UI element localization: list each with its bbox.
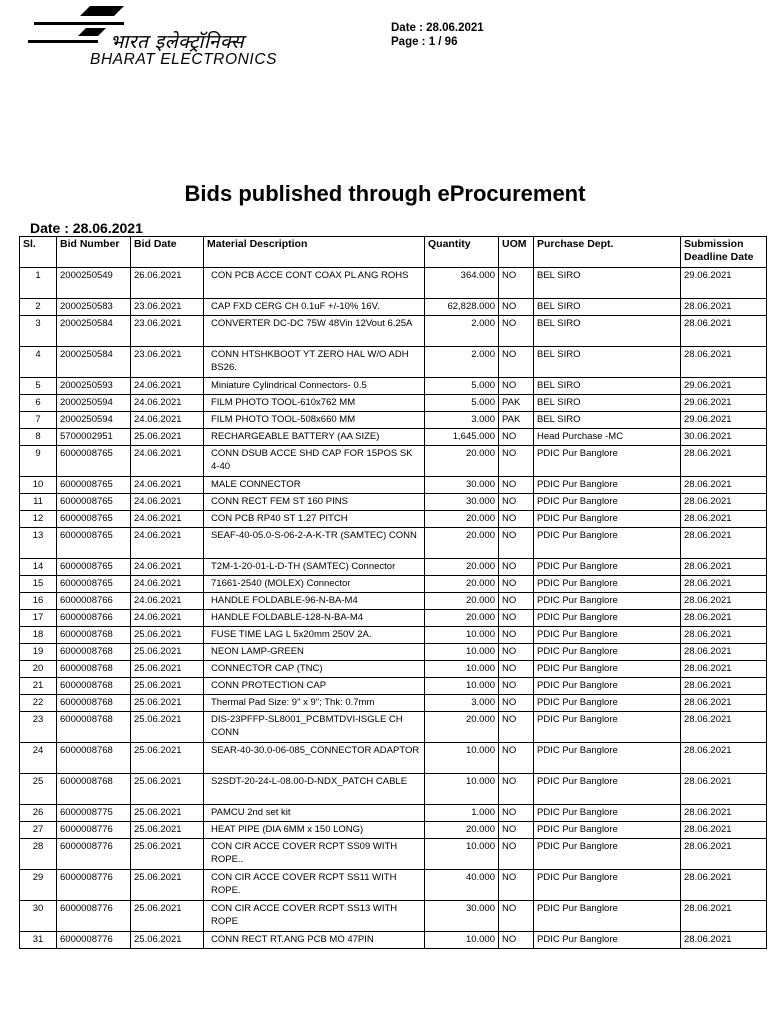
cell-material-description: HEAT PIPE (DIA 6MM x 150 LONG) bbox=[204, 822, 425, 839]
cell-sl: 23 bbox=[20, 712, 57, 743]
table-row bbox=[20, 743, 767, 774]
cell-bid-date: 24.06.2021 bbox=[131, 494, 204, 511]
cell-bid-date: 25.06.2021 bbox=[131, 901, 204, 932]
cell-bid-date: 23.06.2021 bbox=[131, 316, 204, 347]
cell-quantity: 10.000 bbox=[425, 661, 499, 678]
cell-uom: NO bbox=[499, 822, 534, 839]
cell-material-description: CON CIR ACCE COVER RCPT SS11 WITH ROPE. bbox=[204, 870, 425, 901]
cell-bid-date: 25.06.2021 bbox=[131, 805, 204, 822]
cell-uom: NO bbox=[499, 316, 534, 347]
cell-sl: 18 bbox=[20, 627, 57, 644]
cell-bid-number: 6000008765 bbox=[57, 576, 131, 593]
cell-purchase-dept: BEL SIRO bbox=[534, 395, 681, 412]
cell-submission-deadline: 28.06.2021 bbox=[681, 347, 767, 378]
cell-bid-number: 5700002951 bbox=[57, 429, 131, 446]
table-row bbox=[20, 678, 767, 695]
cell-uom: NO bbox=[499, 627, 534, 644]
cell-purchase-dept: PDIC Pur Banglore bbox=[534, 774, 681, 805]
cell-purchase-dept: BEL SIRO bbox=[534, 316, 681, 347]
cell-submission-deadline: 28.06.2021 bbox=[681, 839, 767, 870]
cell-material-description: RECHARGEABLE BATTERY (AA SIZE) bbox=[204, 429, 425, 446]
cell-purchase-dept: PDIC Pur Banglore bbox=[534, 477, 681, 494]
cell-submission-deadline: 28.06.2021 bbox=[681, 805, 767, 822]
cell-sl: 22 bbox=[20, 695, 57, 712]
cell-uom: NO bbox=[499, 695, 534, 712]
cell-uom: NO bbox=[499, 299, 534, 316]
col-header-uom: UOM bbox=[499, 237, 534, 268]
cell-quantity: 40.000 bbox=[425, 870, 499, 901]
cell-purchase-dept: BEL SIRO bbox=[534, 299, 681, 316]
cell-material-description: CONN RECT FEM ST 160 PINS bbox=[204, 494, 425, 511]
cell-uom: NO bbox=[499, 870, 534, 901]
cell-quantity: 10.000 bbox=[425, 743, 499, 774]
cell-quantity: 1.000 bbox=[425, 805, 499, 822]
document-meta bbox=[391, 21, 484, 49]
cell-material-description: DIS-23PFFP-SL8001_PCBMTDVI-ISGLE CH CONN bbox=[204, 712, 425, 743]
cell-material-description: NEON LAMP-GREEN bbox=[204, 644, 425, 661]
cell-purchase-dept: PDIC Pur Banglore bbox=[534, 661, 681, 678]
table-row bbox=[20, 268, 767, 299]
bids-table bbox=[19, 236, 767, 949]
cell-submission-deadline: 28.06.2021 bbox=[681, 678, 767, 695]
cell-sl: 12 bbox=[20, 511, 57, 528]
cell-material-description: CONN DSUB ACCE SHD CAP FOR 15POS SK 4-40 bbox=[204, 446, 425, 477]
cell-bid-number: 6000008776 bbox=[57, 839, 131, 870]
cell-sl: 7 bbox=[20, 412, 57, 429]
cell-submission-deadline: 28.06.2021 bbox=[681, 610, 767, 627]
col-header-submission-deadline: Submission Deadline Date bbox=[681, 237, 767, 268]
cell-submission-deadline: 28.06.2021 bbox=[681, 932, 767, 949]
cell-purchase-dept: PDIC Pur Banglore bbox=[534, 576, 681, 593]
cell-material-description: CON CIR ACCE COVER RCPT SS09 WITH ROPE.. bbox=[204, 839, 425, 870]
cell-sl: 1 bbox=[20, 268, 57, 299]
cell-quantity: 30.000 bbox=[425, 477, 499, 494]
table-row bbox=[20, 610, 767, 627]
cell-submission-deadline: 28.06.2021 bbox=[681, 511, 767, 528]
cell-bid-number: 2000250594 bbox=[57, 395, 131, 412]
cell-bid-number: 6000008768 bbox=[57, 695, 131, 712]
cell-bid-date: 24.06.2021 bbox=[131, 378, 204, 395]
cell-quantity: 62,828.000 bbox=[425, 299, 499, 316]
cell-purchase-dept: PDIC Pur Banglore bbox=[534, 494, 681, 511]
cell-purchase-dept: BEL SIRO bbox=[534, 378, 681, 395]
cell-sl: 3 bbox=[20, 316, 57, 347]
cell-material-description: HANDLE FOLDABLE-96-N-BA-M4 bbox=[204, 593, 425, 610]
cell-submission-deadline: 28.06.2021 bbox=[681, 494, 767, 511]
table-row bbox=[20, 299, 767, 316]
cell-bid-date: 25.06.2021 bbox=[131, 839, 204, 870]
table-row bbox=[20, 347, 767, 378]
cell-bid-date: 25.06.2021 bbox=[131, 712, 204, 743]
cell-bid-number: 6000008768 bbox=[57, 661, 131, 678]
page-title: Bids published through eProcurement bbox=[184, 181, 586, 206]
cell-bid-number: 6000008768 bbox=[57, 644, 131, 661]
cell-material-description: CON PCB ACCE CONT COAX PL ANG ROHS bbox=[204, 268, 425, 299]
cell-sl: 15 bbox=[20, 576, 57, 593]
cell-purchase-dept: PDIC Pur Banglore bbox=[534, 743, 681, 774]
cell-sl: 11 bbox=[20, 494, 57, 511]
cell-uom: NO bbox=[499, 511, 534, 528]
cell-material-description: Miniature Cylindrical Connectors- 0.5 bbox=[204, 378, 425, 395]
cell-uom: NO bbox=[499, 901, 534, 932]
cell-bid-number: 6000008765 bbox=[57, 559, 131, 576]
table-row bbox=[20, 627, 767, 644]
cell-uom: NO bbox=[499, 378, 534, 395]
cell-quantity: 10.000 bbox=[425, 932, 499, 949]
cell-quantity: 20.000 bbox=[425, 528, 499, 559]
cell-bid-date: 25.06.2021 bbox=[131, 627, 204, 644]
table-row bbox=[20, 839, 767, 870]
cell-quantity: 10.000 bbox=[425, 774, 499, 805]
cell-submission-deadline: 28.06.2021 bbox=[681, 695, 767, 712]
cell-bid-number: 2000250584 bbox=[57, 347, 131, 378]
cell-quantity: 30.000 bbox=[425, 494, 499, 511]
cell-bid-date: 24.06.2021 bbox=[131, 559, 204, 576]
table-row bbox=[20, 822, 767, 839]
cell-purchase-dept: PDIC Pur Banglore bbox=[534, 712, 681, 743]
table-row bbox=[20, 576, 767, 593]
cell-uom: NO bbox=[499, 268, 534, 299]
cell-bid-date: 25.06.2021 bbox=[131, 678, 204, 695]
cell-quantity: 20.000 bbox=[425, 593, 499, 610]
cell-submission-deadline: 28.06.2021 bbox=[681, 644, 767, 661]
cell-submission-deadline: 28.06.2021 bbox=[681, 576, 767, 593]
cell-bid-number: 6000008768 bbox=[57, 627, 131, 644]
cell-purchase-dept: PDIC Pur Banglore bbox=[534, 511, 681, 528]
cell-bid-number: 6000008776 bbox=[57, 870, 131, 901]
cell-bid-number: 6000008768 bbox=[57, 678, 131, 695]
cell-uom: PAK bbox=[499, 395, 534, 412]
cell-purchase-dept: PDIC Pur Banglore bbox=[534, 610, 681, 627]
cell-sl: 9 bbox=[20, 446, 57, 477]
col-header-bid-date: Bid Date bbox=[131, 237, 204, 268]
cell-sl: 8 bbox=[20, 429, 57, 446]
cell-uom: NO bbox=[499, 446, 534, 477]
cell-uom: PAK bbox=[499, 412, 534, 429]
cell-uom: NO bbox=[499, 932, 534, 949]
cell-bid-number: 2000250594 bbox=[57, 412, 131, 429]
cell-uom: NO bbox=[499, 774, 534, 805]
logo-english-text: BHARAT ELECTRONICS bbox=[90, 51, 278, 68]
table-row bbox=[20, 429, 767, 446]
cell-material-description: CAP FXD CERG CH 0.1uF +/-10% 16V. bbox=[204, 299, 425, 316]
cell-bid-date: 24.06.2021 bbox=[131, 593, 204, 610]
cell-sl: 14 bbox=[20, 559, 57, 576]
cell-sl: 13 bbox=[20, 528, 57, 559]
table-row bbox=[20, 870, 767, 901]
cell-bid-number: 2000250584 bbox=[57, 316, 131, 347]
cell-quantity: 3.000 bbox=[425, 412, 499, 429]
cell-bid-date: 26.06.2021 bbox=[131, 268, 204, 299]
cell-uom: NO bbox=[499, 528, 534, 559]
table-row bbox=[20, 712, 767, 743]
cell-uom: NO bbox=[499, 661, 534, 678]
cell-material-description: CONN PROTECTION CAP bbox=[204, 678, 425, 695]
cell-bid-number: 6000008776 bbox=[57, 932, 131, 949]
cell-purchase-dept: PDIC Pur Banglore bbox=[534, 901, 681, 932]
cell-quantity: 20.000 bbox=[425, 511, 499, 528]
cell-purchase-dept: PDIC Pur Banglore bbox=[534, 593, 681, 610]
cell-purchase-dept: BEL SIRO bbox=[534, 412, 681, 429]
cell-sl: 17 bbox=[20, 610, 57, 627]
cell-submission-deadline: 28.06.2021 bbox=[681, 743, 767, 774]
cell-sl: 16 bbox=[20, 593, 57, 610]
cell-uom: NO bbox=[499, 743, 534, 774]
cell-bid-date: 24.06.2021 bbox=[131, 477, 204, 494]
cell-purchase-dept: PDIC Pur Banglore bbox=[534, 627, 681, 644]
cell-bid-number: 6000008766 bbox=[57, 593, 131, 610]
table-row bbox=[20, 901, 767, 932]
table-row bbox=[20, 412, 767, 429]
cell-bid-number: 6000008765 bbox=[57, 528, 131, 559]
cell-sl: 29 bbox=[20, 870, 57, 901]
cell-quantity: 20.000 bbox=[425, 610, 499, 627]
cell-submission-deadline: 28.06.2021 bbox=[681, 822, 767, 839]
cell-uom: NO bbox=[499, 712, 534, 743]
cell-material-description: CON CIR ACCE COVER RCPT SS13 WITH ROPE bbox=[204, 901, 425, 932]
cell-purchase-dept: Head Purchase -MC bbox=[534, 429, 681, 446]
cell-purchase-dept: PDIC Pur Banglore bbox=[534, 932, 681, 949]
cell-bid-number: 6000008765 bbox=[57, 446, 131, 477]
col-header-bid-number: Bid Number bbox=[57, 237, 131, 268]
cell-quantity: 2.000 bbox=[425, 347, 499, 378]
cell-bid-number: 6000008776 bbox=[57, 901, 131, 932]
table-row bbox=[20, 593, 767, 610]
col-header-material-description: Material Description bbox=[204, 237, 425, 268]
table-row bbox=[20, 528, 767, 559]
cell-submission-deadline: 28.06.2021 bbox=[681, 661, 767, 678]
bel-logo bbox=[28, 6, 348, 76]
cell-bid-number: 6000008775 bbox=[57, 805, 131, 822]
cell-bid-date: 25.06.2021 bbox=[131, 774, 204, 805]
cell-purchase-dept: PDIC Pur Banglore bbox=[534, 644, 681, 661]
cell-uom: NO bbox=[499, 576, 534, 593]
col-header-purchase-dept: Purchase Dept. bbox=[534, 237, 681, 268]
cell-submission-deadline: 30.06.2021 bbox=[681, 429, 767, 446]
cell-quantity: 5.000 bbox=[425, 395, 499, 412]
document-date: Date : 28.06.2021 bbox=[391, 22, 484, 34]
cell-uom: NO bbox=[499, 678, 534, 695]
cell-bid-number: 6000008766 bbox=[57, 610, 131, 627]
cell-material-description: CONN RECT RT.ANG PCB MO 47PIN bbox=[204, 932, 425, 949]
cell-purchase-dept: PDIC Pur Banglore bbox=[534, 446, 681, 477]
cell-material-description: CONVERTER DC-DC 75W 48Vin 12Vout 6.25A bbox=[204, 316, 425, 347]
cell-bid-number: 6000008765 bbox=[57, 511, 131, 528]
cell-bid-date: 24.06.2021 bbox=[131, 412, 204, 429]
cell-submission-deadline: 28.06.2021 bbox=[681, 627, 767, 644]
table-row bbox=[20, 932, 767, 949]
cell-bid-date: 25.06.2021 bbox=[131, 932, 204, 949]
cell-sl: 21 bbox=[20, 678, 57, 695]
report-date: Date : 28.06.2021 bbox=[30, 220, 143, 236]
cell-bid-number: 6000008776 bbox=[57, 822, 131, 839]
cell-purchase-dept: PDIC Pur Banglore bbox=[534, 839, 681, 870]
cell-purchase-dept: PDIC Pur Banglore bbox=[534, 695, 681, 712]
cell-purchase-dept: BEL SIRO bbox=[534, 347, 681, 378]
cell-quantity: 5.000 bbox=[425, 378, 499, 395]
cell-sl: 24 bbox=[20, 743, 57, 774]
cell-bid-date: 24.06.2021 bbox=[131, 395, 204, 412]
cell-bid-number: 2000250593 bbox=[57, 378, 131, 395]
cell-sl: 31 bbox=[20, 932, 57, 949]
cell-submission-deadline: 28.06.2021 bbox=[681, 477, 767, 494]
cell-sl: 25 bbox=[20, 774, 57, 805]
cell-bid-date: 25.06.2021 bbox=[131, 644, 204, 661]
cell-purchase-dept: BEL SIRO bbox=[534, 268, 681, 299]
cell-material-description: T2M-1-20-01-L-D-TH (SAMTEC) Connector bbox=[204, 559, 425, 576]
table-row bbox=[20, 805, 767, 822]
cell-purchase-dept: PDIC Pur Banglore bbox=[534, 870, 681, 901]
table-row bbox=[20, 494, 767, 511]
table-row bbox=[20, 661, 767, 678]
table-row bbox=[20, 378, 767, 395]
cell-bid-date: 24.06.2021 bbox=[131, 576, 204, 593]
cell-uom: NO bbox=[499, 593, 534, 610]
cell-uom: NO bbox=[499, 347, 534, 378]
cell-material-description: Thermal Pad Size: 9" x 9"; Thk: 0.7mm bbox=[204, 695, 425, 712]
cell-purchase-dept: PDIC Pur Banglore bbox=[534, 805, 681, 822]
cell-submission-deadline: 29.06.2021 bbox=[681, 412, 767, 429]
cell-material-description: SEAR-40-30.0-06-085_CONNECTOR ADAPTOR bbox=[204, 743, 425, 774]
cell-purchase-dept: PDIC Pur Banglore bbox=[534, 559, 681, 576]
cell-bid-date: 23.06.2021 bbox=[131, 347, 204, 378]
cell-quantity: 10.000 bbox=[425, 678, 499, 695]
table-row bbox=[20, 774, 767, 805]
table-row bbox=[20, 511, 767, 528]
cell-bid-date: 24.06.2021 bbox=[131, 610, 204, 627]
cell-uom: NO bbox=[499, 559, 534, 576]
cell-material-description: MALE CONNECTOR bbox=[204, 477, 425, 494]
cell-sl: 4 bbox=[20, 347, 57, 378]
cell-submission-deadline: 29.06.2021 bbox=[681, 395, 767, 412]
cell-bid-date: 24.06.2021 bbox=[131, 511, 204, 528]
cell-uom: NO bbox=[499, 429, 534, 446]
cell-quantity: 10.000 bbox=[425, 839, 499, 870]
cell-quantity: 20.000 bbox=[425, 559, 499, 576]
cell-submission-deadline: 28.06.2021 bbox=[681, 316, 767, 347]
cell-sl: 5 bbox=[20, 378, 57, 395]
cell-quantity: 20.000 bbox=[425, 712, 499, 743]
cell-purchase-dept: PDIC Pur Banglore bbox=[534, 822, 681, 839]
cell-sl: 20 bbox=[20, 661, 57, 678]
cell-quantity: 3.000 bbox=[425, 695, 499, 712]
cell-uom: NO bbox=[499, 839, 534, 870]
cell-submission-deadline: 29.06.2021 bbox=[681, 378, 767, 395]
cell-quantity: 1,645.000 bbox=[425, 429, 499, 446]
cell-material-description: FILM PHOTO TOOL-508x660 MM bbox=[204, 412, 425, 429]
cell-bid-date: 24.06.2021 bbox=[131, 528, 204, 559]
cell-bid-number: 6000008768 bbox=[57, 743, 131, 774]
cell-quantity: 30.000 bbox=[425, 901, 499, 932]
cell-material-description: FUSE TIME LAG L 5x20mm 250V 2A. bbox=[204, 627, 425, 644]
cell-material-description: CONN HTSHKBOOT YT ZERO HAL W/O ADH BS26. bbox=[204, 347, 425, 378]
logo-hindi-text: भारत इलेक्ट्रॉनिक्स bbox=[110, 31, 245, 53]
cell-uom: NO bbox=[499, 494, 534, 511]
cell-quantity: 10.000 bbox=[425, 627, 499, 644]
cell-material-description: 71661-2540 (MOLEX) Connector bbox=[204, 576, 425, 593]
table-row bbox=[20, 446, 767, 477]
cell-material-description: CONNECTOR CAP (TNC) bbox=[204, 661, 425, 678]
cell-submission-deadline: 29.06.2021 bbox=[681, 268, 767, 299]
cell-sl: 10 bbox=[20, 477, 57, 494]
cell-bid-number: 6000008765 bbox=[57, 477, 131, 494]
table-row bbox=[20, 477, 767, 494]
cell-quantity: 20.000 bbox=[425, 576, 499, 593]
cell-purchase-dept: PDIC Pur Banglore bbox=[534, 678, 681, 695]
cell-sl: 19 bbox=[20, 644, 57, 661]
cell-bid-number: 6000008768 bbox=[57, 774, 131, 805]
cell-uom: NO bbox=[499, 477, 534, 494]
col-header-quantity: Quantity bbox=[425, 237, 499, 268]
cell-material-description: CON PCB RP40 ST 1.27 PITCH bbox=[204, 511, 425, 528]
cell-quantity: 20.000 bbox=[425, 822, 499, 839]
cell-material-description: SEAF-40-05.0-S-06-2-A-K-TR (SAMTEC) CONN bbox=[204, 528, 425, 559]
col-header-sl: Sl. bbox=[20, 237, 57, 268]
table-row bbox=[20, 395, 767, 412]
cell-sl: 26 bbox=[20, 805, 57, 822]
cell-material-description: HANDLE FOLDABLE-128-N-BA-M4 bbox=[204, 610, 425, 627]
cell-submission-deadline: 28.06.2021 bbox=[681, 528, 767, 559]
cell-material-description: S2SDT-20-24-L-08.00-D-NDX_PATCH CABLE bbox=[204, 774, 425, 805]
cell-bid-number: 6000008768 bbox=[57, 712, 131, 743]
cell-uom: NO bbox=[499, 644, 534, 661]
cell-material-description: PAMCU 2nd set kit bbox=[204, 805, 425, 822]
table-row bbox=[20, 695, 767, 712]
table-row bbox=[20, 316, 767, 347]
cell-sl: 27 bbox=[20, 822, 57, 839]
cell-bid-date: 25.06.2021 bbox=[131, 870, 204, 901]
cell-sl: 2 bbox=[20, 299, 57, 316]
cell-quantity: 364.000 bbox=[425, 268, 499, 299]
cell-bid-date: 24.06.2021 bbox=[131, 446, 204, 477]
cell-purchase-dept: PDIC Pur Banglore bbox=[534, 528, 681, 559]
table-row bbox=[20, 559, 767, 576]
cell-submission-deadline: 28.06.2021 bbox=[681, 446, 767, 477]
bids-table-body bbox=[20, 268, 767, 949]
cell-bid-date: 25.06.2021 bbox=[131, 661, 204, 678]
cell-submission-deadline: 28.06.2021 bbox=[681, 870, 767, 901]
cell-sl: 30 bbox=[20, 901, 57, 932]
cell-uom: NO bbox=[499, 805, 534, 822]
cell-bid-date: 25.06.2021 bbox=[131, 822, 204, 839]
cell-quantity: 20.000 bbox=[425, 446, 499, 477]
table-row bbox=[20, 644, 767, 661]
cell-bid-number: 6000008765 bbox=[57, 494, 131, 511]
cell-sl: 6 bbox=[20, 395, 57, 412]
cell-quantity: 10.000 bbox=[425, 644, 499, 661]
cell-submission-deadline: 28.06.2021 bbox=[681, 901, 767, 932]
cell-material-description: FILM PHOTO TOOL-610x762 MM bbox=[204, 395, 425, 412]
cell-quantity: 2.000 bbox=[425, 316, 499, 347]
table-header-row bbox=[20, 237, 767, 268]
page-number: Page : 1 / 96 bbox=[391, 36, 458, 48]
cell-submission-deadline: 28.06.2021 bbox=[681, 593, 767, 610]
cell-submission-deadline: 28.06.2021 bbox=[681, 774, 767, 805]
cell-submission-deadline: 28.06.2021 bbox=[681, 559, 767, 576]
cell-submission-deadline: 28.06.2021 bbox=[681, 712, 767, 743]
cell-bid-date: 25.06.2021 bbox=[131, 743, 204, 774]
cell-submission-deadline: 28.06.2021 bbox=[681, 299, 767, 316]
cell-bid-date: 25.06.2021 bbox=[131, 429, 204, 446]
cell-bid-date: 23.06.2021 bbox=[131, 299, 204, 316]
cell-sl: 28 bbox=[20, 839, 57, 870]
cell-uom: NO bbox=[499, 610, 534, 627]
cell-bid-number: 2000250583 bbox=[57, 299, 131, 316]
cell-bid-number: 2000250549 bbox=[57, 268, 131, 299]
cell-bid-date: 25.06.2021 bbox=[131, 695, 204, 712]
